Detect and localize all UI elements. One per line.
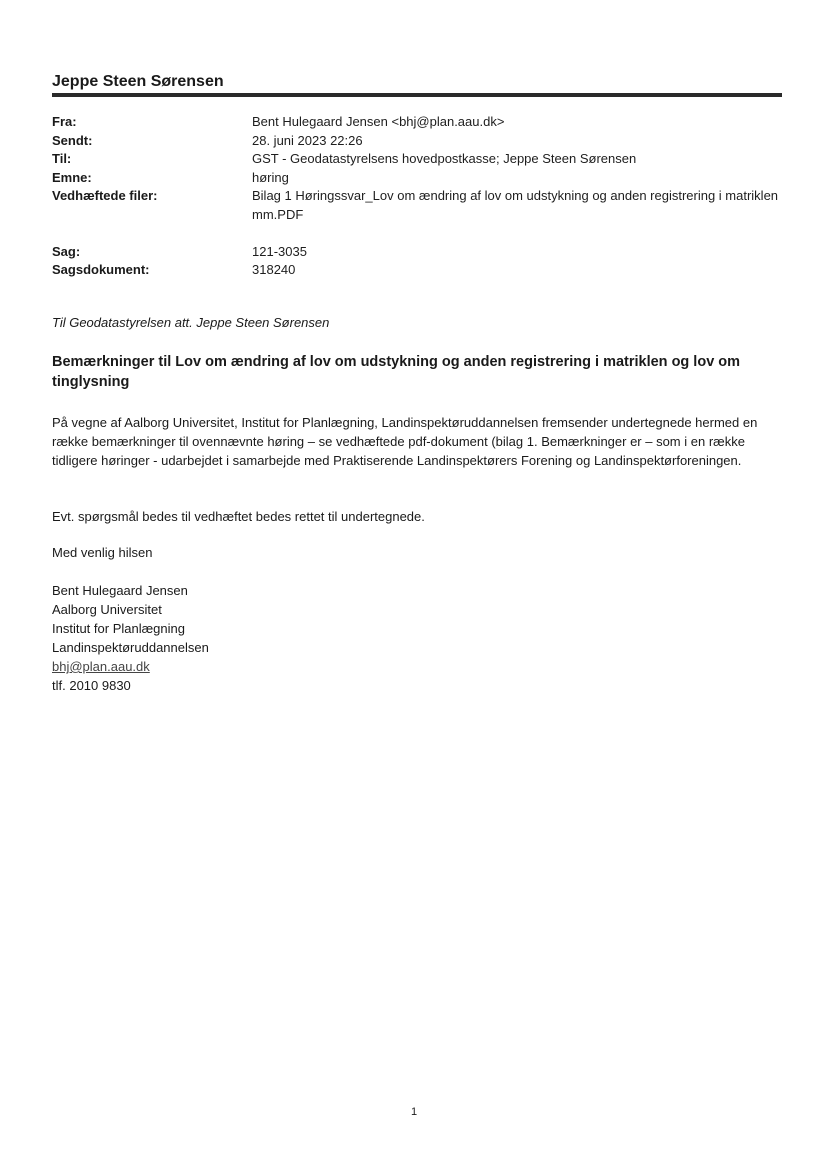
body-paragraph: På vegne af Aalborg Universitet, Institut for Planlægning, Landinspektøruddannelsen fremsender undertegnede hermed en række bemærkninger til ovennævnte høring – se vedhæftede pdf-dokument (bilag 1. Bemærkninger er – som i en række tidligere høringer - udarbejdet i samarbejde med Praktiserende Landinspektørers Forening og Landinspektørforeningen. <box>52 415 758 468</box>
sender-name: Jeppe Steen Sørensen <box>52 73 224 90</box>
meta-label: Til: <box>52 151 72 167</box>
meta-label: Fra: <box>52 114 77 129</box>
page-number: 1 <box>410 1106 418 1118</box>
meta-value-sent: 28. juni 2023 22:26 <box>252 132 363 148</box>
signature-organization: Aalborg Universitet <box>52 602 162 617</box>
signature-name: Bent Hulegaard Jensen <box>52 583 188 598</box>
email-metadata <box>52 113 782 280</box>
meta-row-attachments <box>52 187 782 224</box>
meta-value-to: GST - Geodatastyrelsens hovedpostkasse; Jeppe Steen Sørensen <box>252 151 637 167</box>
meta-spacer <box>52 225 782 243</box>
signature-block <box>52 581 209 695</box>
meta-row-case <box>52 243 782 262</box>
meta-label: Vedhæftede filer: <box>52 188 158 204</box>
closing-line: Med venlig hilsen <box>52 545 153 560</box>
signature-email-link[interactable]: bhj@plan.aau.dk <box>52 659 150 674</box>
signature-program: Landinspektøruddannelsen <box>52 640 209 655</box>
meta-row-sent <box>52 132 782 151</box>
meta-row-case-document <box>52 261 782 280</box>
meta-label: Emne: <box>52 169 92 185</box>
meta-value-attachments: Bilag 1 Høringssvar_Lov om ændring af lov om udstykning og anden registrering i matriklen mm.PDF <box>252 188 779 222</box>
meta-value-from: Bent Hulegaard Jensen <bhj@plan.aau.dk> <box>252 114 505 129</box>
body-paragraph: Evt. spørgsmål bedes til vedhæftet bedes rettet til undertegnede. <box>52 509 425 524</box>
meta-label: Sagsdokument: <box>52 262 150 278</box>
meta-value-case-document: 318240 <box>252 262 296 278</box>
meta-value-case: 121-3035 <box>252 243 307 259</box>
meta-value-subject: høring <box>252 169 289 185</box>
meta-row-from <box>52 113 782 132</box>
letter-subject-heading: Bemærkninger til Lov om ændring af lov om udstykning og anden registrering i matriklen og lov om tinglysning <box>52 354 741 390</box>
meta-label: Sag: <box>52 243 81 259</box>
meta-row-to <box>52 150 782 169</box>
header-divider <box>52 93 782 97</box>
signature-phone: tlf. 2010 9830 <box>52 678 131 693</box>
signature-institute: Institut for Planlægning <box>52 621 185 636</box>
meta-row-subject <box>52 169 782 188</box>
meta-label: Sendt: <box>52 132 93 148</box>
greeting-line: Til Geodatastyrelsen att. Jeppe Steen Sørensen <box>52 315 330 330</box>
